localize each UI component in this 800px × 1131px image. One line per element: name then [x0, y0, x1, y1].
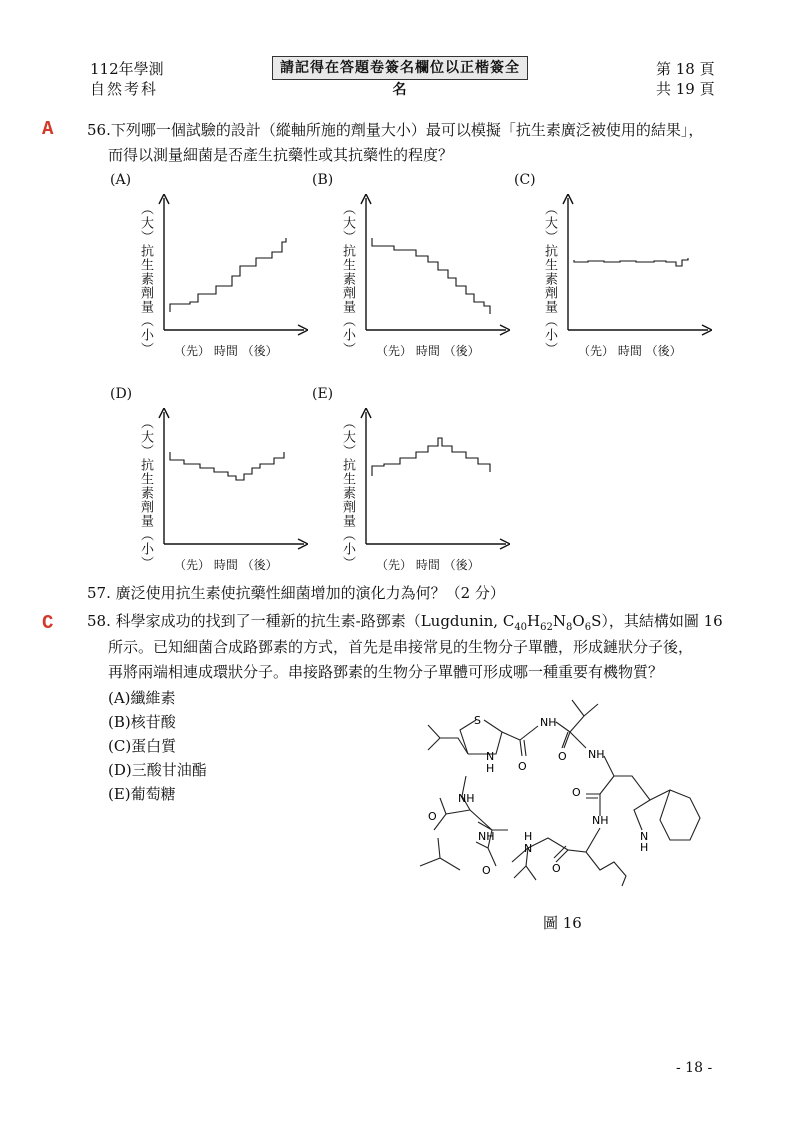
plot-a: [154, 194, 308, 344]
atom-nh-6: NH: [458, 792, 475, 805]
atom-s: S: [474, 714, 481, 727]
atom-o-3: O: [572, 786, 581, 799]
exam-year: 112年學測: [90, 60, 164, 78]
q56-stem-line1: 56.下列哪一個試驗的設計（縱軸所施的劑量大小）最可以模擬「抗生素廣泛被使用的結果」，: [87, 121, 704, 139]
lugdunin-structure-figure: [400, 690, 720, 895]
atom-h-4: H: [524, 830, 533, 843]
plot-d: [154, 408, 308, 558]
subject-label: 自然考科: [90, 80, 159, 98]
atom-nh-1: NH: [540, 716, 557, 729]
plot-c: [558, 194, 712, 344]
q57-stem: 57. 廣泛使用抗生素使抗藥性細菌增加的演化力為何？（2 分）: [87, 584, 505, 602]
atom-nh-3: NH: [592, 814, 609, 827]
q58-choice-d: (D)三酸甘油酯: [108, 761, 207, 779]
graph-option-e: [310, 386, 510, 576]
formula-o: O: [572, 612, 585, 630]
y-axis-label-c: （大）抗生素劑量（小）: [542, 202, 557, 356]
x-axis-label-b: （先） 時間 （後）: [376, 344, 480, 358]
formula-sub-c: 40: [514, 622, 528, 633]
atom-h-indole: H: [640, 841, 649, 854]
q58-choice-c: (C)蛋白質: [108, 737, 177, 755]
plot-b: [356, 194, 510, 344]
q58-stem-line2: 所示。已知細菌合成路鄧素的方式，首先是串接常見的生物分子單體，形成鏈狀分子後，: [108, 638, 694, 656]
page-label: 第 18 頁: [656, 60, 715, 78]
q58-choice-b: (B)核苷酸: [108, 713, 176, 731]
option-label-b: (B): [312, 172, 334, 188]
graph-option-d: [108, 386, 308, 576]
atom-o-4: O: [552, 862, 561, 875]
figure-caption: 圖 16: [543, 914, 582, 932]
total-pages-label: 共 19 頁: [656, 80, 715, 98]
q58-choice-e: (E)葡萄糖: [108, 785, 176, 803]
graph-option-b: [310, 172, 510, 362]
y-axis-label-e: （大）抗生素劑量（小）: [340, 416, 355, 570]
x-axis-label-e: （先） 時間 （後）: [376, 558, 480, 572]
graph-option-c: [512, 172, 712, 362]
atom-nh-5: NH: [478, 830, 495, 843]
atom-nh-2: NH: [588, 748, 605, 761]
x-axis-label-c: （先） 時間 （後）: [578, 344, 682, 358]
atom-n-ring: N: [486, 750, 495, 763]
y-axis-label-b: （大）抗生素劑量（小）: [340, 202, 355, 356]
formula-sub-n: 8: [566, 622, 573, 633]
page-number: - 18 -: [676, 1060, 713, 1076]
x-axis-label-d: （先） 時間 （後）: [174, 558, 278, 572]
atom-h-ring: H: [486, 762, 495, 775]
plot-e: [356, 408, 510, 558]
y-axis-label-d: （大）抗生素劑量（小）: [138, 416, 153, 570]
formula-n: N: [552, 612, 566, 630]
formula-sub-o: 6: [584, 622, 592, 633]
q58-line1-suffix: S），其結構如圖 16: [591, 612, 723, 630]
option-label-d: (D): [110, 386, 133, 402]
answer-mark-q56: A: [42, 118, 54, 140]
graph-option-a: [108, 172, 308, 362]
atom-o-2: O: [558, 750, 567, 763]
q58-choice-a: (A)纖維素: [108, 689, 176, 707]
atom-o-1: O: [518, 760, 527, 773]
atom-n-4: N: [524, 842, 533, 855]
atom-o-5: O: [482, 864, 491, 877]
x-axis-label-a: （先） 時間 （後）: [174, 344, 278, 358]
formula-h: H: [527, 612, 541, 630]
atom-n-indole: N: [640, 830, 649, 843]
option-label-c: (C): [514, 172, 536, 188]
option-label-a: (A): [110, 172, 132, 188]
answer-mark-q58: C: [42, 612, 54, 634]
atom-o-6: O: [428, 810, 437, 823]
q58-stem-line3: 再將兩端相連成環狀分子。串接路鄧素的生物分子單體可形成哪一種重要有機物質？: [108, 663, 664, 681]
signature-notice: 請記得在答題卷簽名欄位以正楷簽全名: [272, 56, 528, 80]
y-axis-label-a: （大）抗生素劑量（小）: [138, 202, 153, 356]
formula-sub-h: 62: [540, 622, 553, 633]
q58-line1-prefix: 58. 科學家成功的找到了一種新的抗生素-路鄧素（Lugdunin, C: [87, 612, 515, 630]
option-label-e: (E): [312, 386, 334, 402]
q56-stem-line2: 而得以測量細菌是否產生抗藥性或其抗藥性的程度？: [108, 146, 454, 164]
